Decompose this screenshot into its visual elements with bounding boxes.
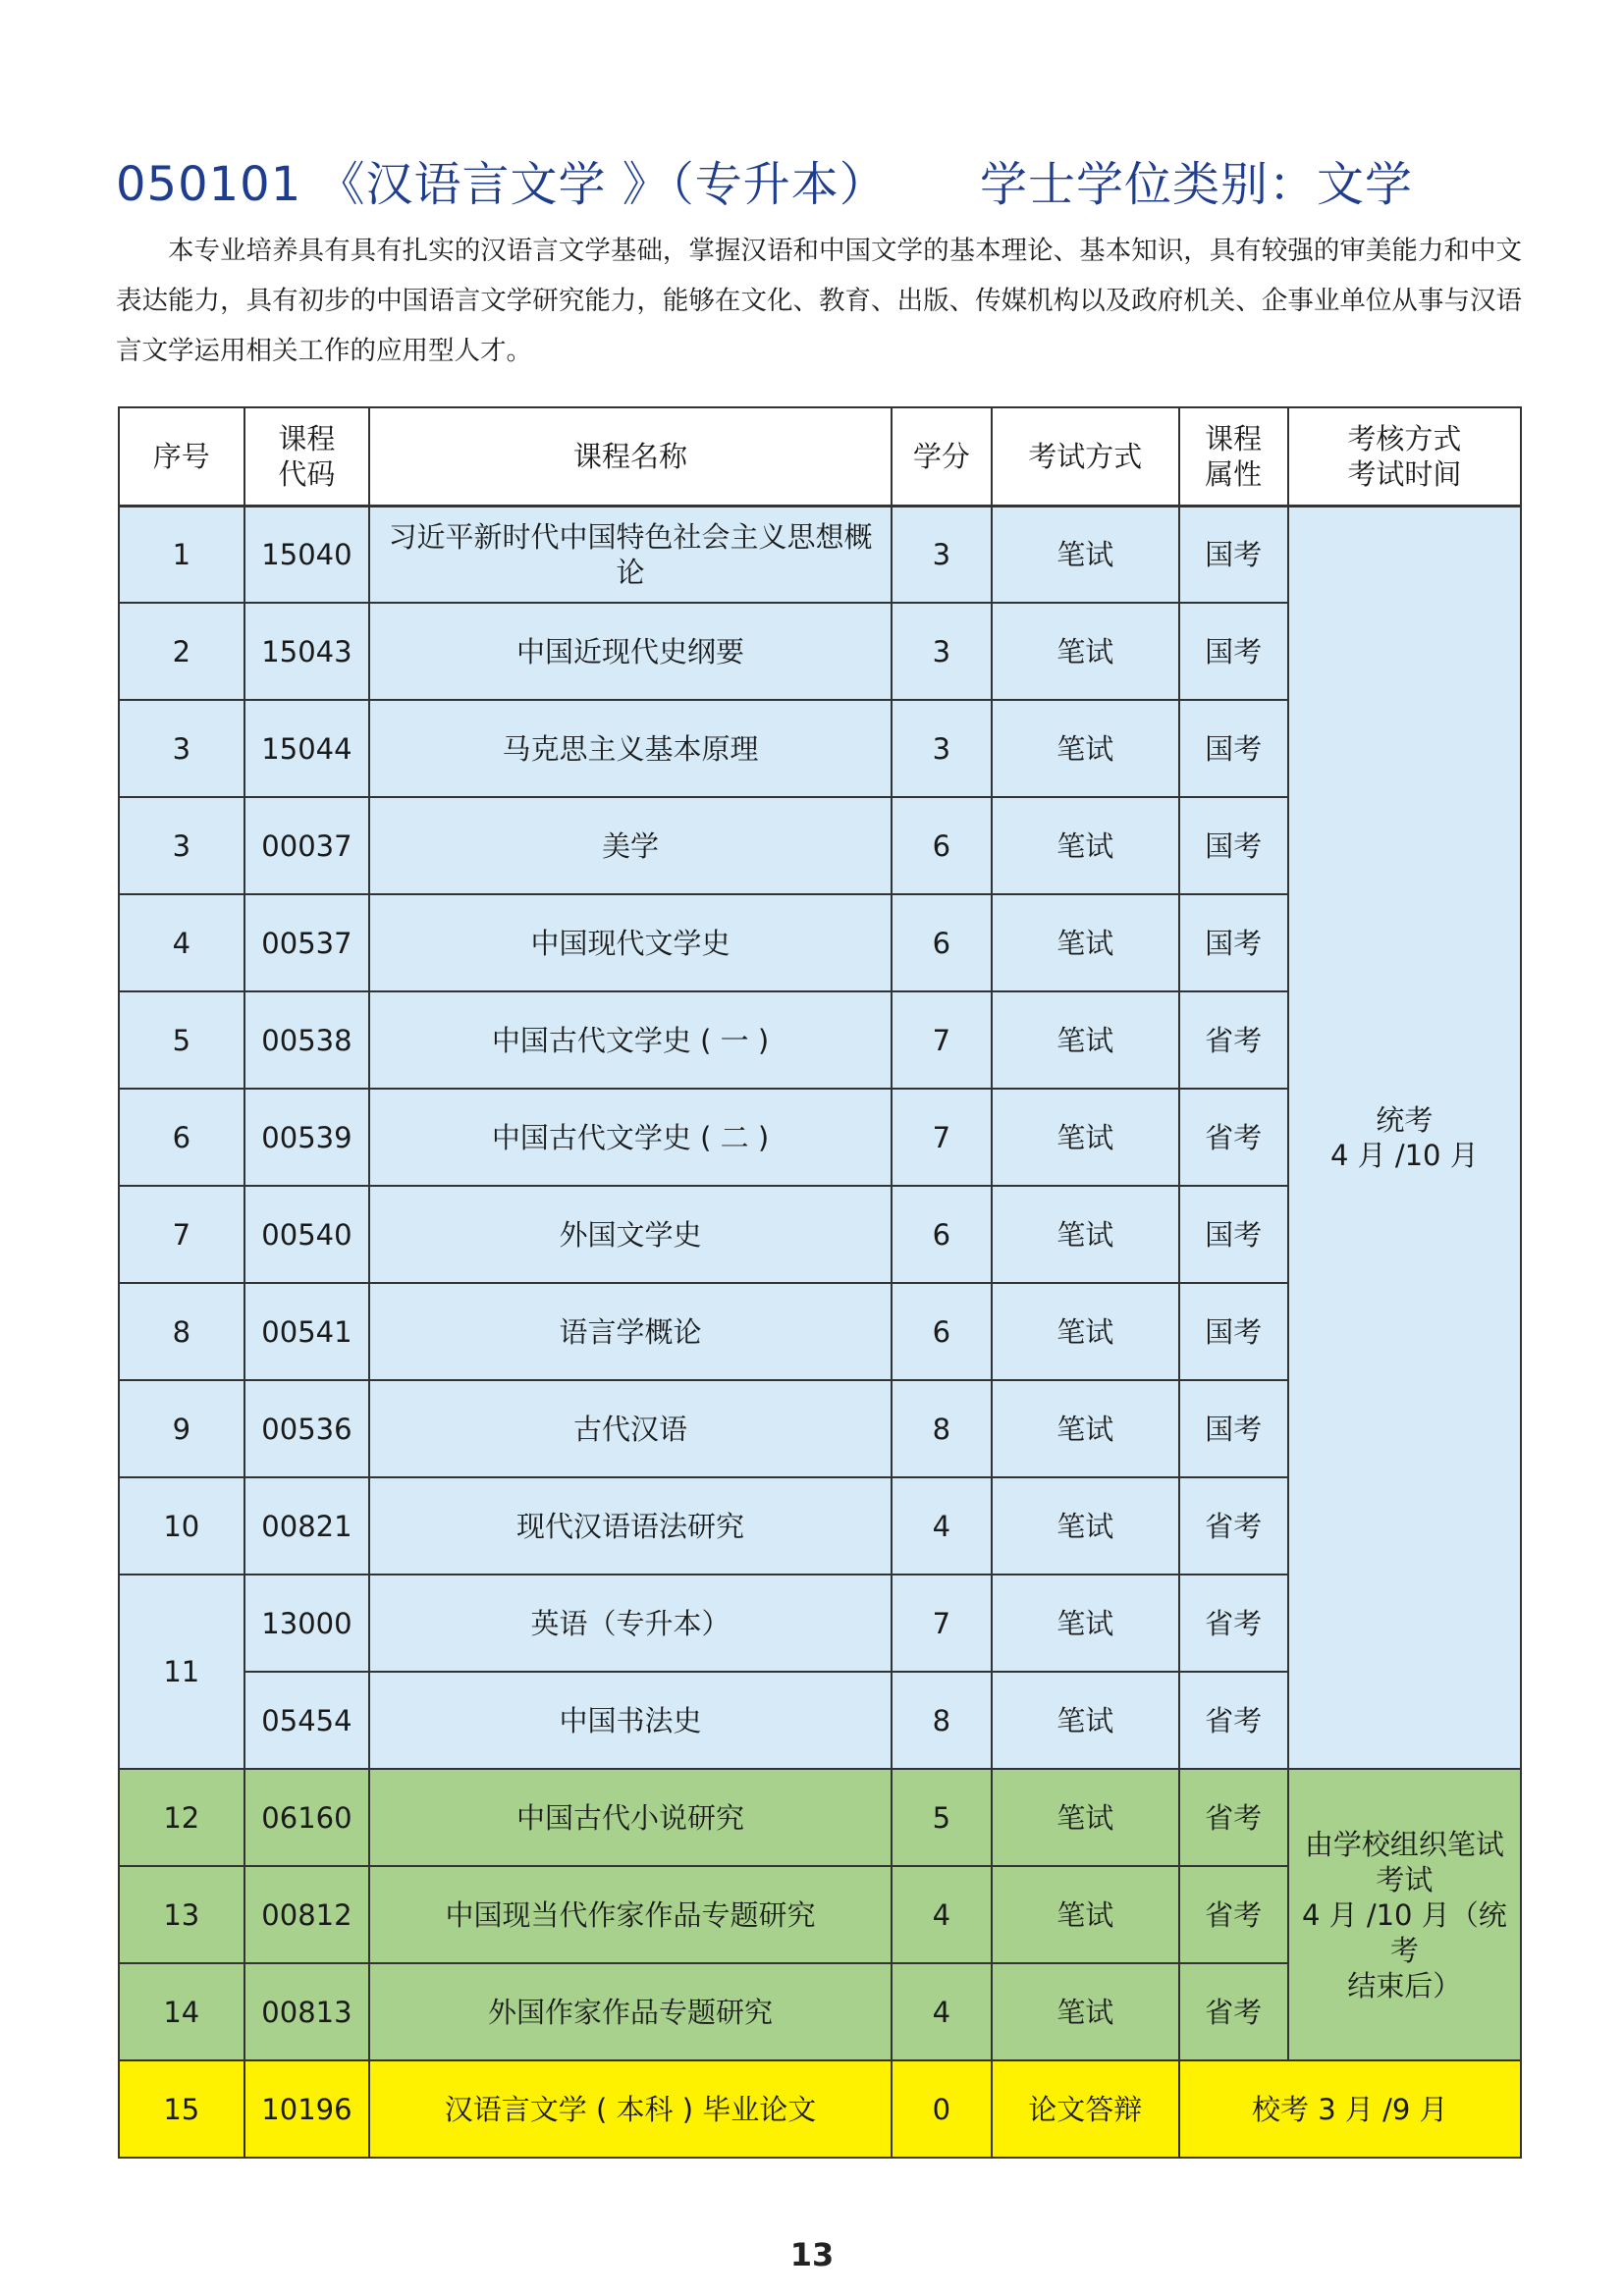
cell-attr: 省考 [1179,1963,1288,2060]
cell-code: 06160 [244,1769,370,1866]
major-introduction: 本专业培养具有具有扎实的汉语言文学基础，掌握汉语和中国文学的基本理论、基本知识，具有较强的审美能力和中文表达能力，具有初步的中国语言文学研究能力，能够在文化、教育、出版、传媒机构以及政府机关、企事业单位从事与汉语言文学运用相关工作的应用型人才。 [116,236,1522,366]
header-credit: 学分 [892,407,992,506]
cell-seq: 3 [119,797,244,894]
header-name: 课程名称 [369,407,892,506]
table-row [119,2060,1521,2158]
cell-code: 13000 [244,1575,370,1672]
table-row [119,506,1521,603]
header-assessment: 考核方式 考试时间 [1288,407,1521,506]
table-row [119,1769,1521,1866]
cell-attr: 省考 [1179,1477,1288,1575]
cell-name: 汉语言文学 ( 本科 ) 毕业论文 [369,2060,892,2158]
cell-name: 外国作家作品专题研究 [369,1963,892,2060]
cell-attr: 国考 [1179,1283,1288,1380]
header-exam-type: 考试方式 [992,407,1179,506]
cell-name: 英语（专升本） [369,1575,892,1672]
cell-exam: 笔试 [992,1283,1179,1380]
cell-code: 05454 [244,1672,370,1769]
cell-name: 语言学概论 [369,1283,892,1380]
cell-code: 00037 [244,797,370,894]
cell-code: 00536 [244,1380,370,1477]
cell-attr: 国考 [1179,1380,1288,1477]
cell-exam: 笔试 [992,506,1179,603]
cell-credit: 6 [892,797,992,894]
cell-name: 现代汉语语法研究 [369,1477,892,1575]
cell-attr: 国考 [1179,894,1288,991]
cell-credit: 0 [892,2060,992,2158]
header-seq: 序号 [119,407,244,506]
cell-exam: 笔试 [992,991,1179,1089]
cell-seq: 15 [119,2060,244,2158]
cell-code: 00540 [244,1186,370,1283]
cell-seq: 3 [119,700,244,797]
table-header-row [119,407,1521,506]
cell-assessment-unified: 统考 4 月 /10 月 [1288,506,1521,1769]
cell-credit: 6 [892,1186,992,1283]
cell-credit: 7 [892,991,992,1089]
major-code-name: 050101 《汉语言文学 》（专升本） [116,156,888,212]
cell-credit: 3 [892,700,992,797]
cell-name: 中国现代文学史 [369,894,892,991]
cell-exam: 笔试 [992,1477,1179,1575]
cell-exam: 笔试 [992,1089,1179,1186]
header-code: 课程 代码 [244,407,370,506]
cell-attr: 省考 [1179,991,1288,1089]
cell-credit: 3 [892,603,992,700]
cell-name: 中国古代小说研究 [369,1769,892,1866]
cell-credit: 5 [892,1769,992,1866]
cell-seq: 14 [119,1963,244,2060]
cell-exam: 笔试 [992,603,1179,700]
cell-attr: 国考 [1179,797,1288,894]
cell-assessment-school: 由学校组织笔试 考试 4 月 /10 月（统考 结束后） [1288,1769,1521,2060]
cell-name: 中国现当代作家作品专题研究 [369,1866,892,1963]
cell-name: 中国近现代史纲要 [369,603,892,700]
cell-attr: 省考 [1179,1575,1288,1672]
cell-code: 00821 [244,1477,370,1575]
header-attribute: 课程 属性 [1179,407,1288,506]
cell-name: 美学 [369,797,892,894]
cell-exam: 论文答辩 [992,2060,1179,2158]
course-table [118,406,1522,2159]
cell-name: 中国书法史 [369,1672,892,1769]
cell-credit: 7 [892,1575,992,1672]
cell-seq: 9 [119,1380,244,1477]
cell-name: 中国古代文学史 ( 二 ) [369,1089,892,1186]
cell-code: 00541 [244,1283,370,1380]
cell-exam: 笔试 [992,1380,1179,1477]
cell-exam: 笔试 [992,700,1179,797]
cell-code: 00812 [244,1866,370,1963]
cell-exam: 笔试 [992,1672,1179,1769]
page-title [116,145,1510,214]
cell-credit: 8 [892,1672,992,1769]
cell-attr: 省考 [1179,1769,1288,1866]
cell-seq: 13 [119,1866,244,1963]
cell-exam: 笔试 [992,1963,1179,2060]
cell-credit: 4 [892,1963,992,2060]
cell-name: 古代汉语 [369,1380,892,1477]
cell-attr: 省考 [1179,1089,1288,1186]
cell-attr: 省考 [1179,1866,1288,1963]
cell-credit: 8 [892,1380,992,1477]
cell-code: 15040 [244,506,370,603]
cell-seq: 12 [119,1769,244,1866]
cell-exam: 笔试 [992,1769,1179,1866]
degree-category: 学士学位类别：文学 [980,156,1414,212]
cell-code: 00537 [244,894,370,991]
cell-name: 习近平新时代中国特色社会主义思想概 论 [369,506,892,603]
cell-seq: 11 [119,1575,244,1769]
cell-credit: 6 [892,894,992,991]
cell-attr: 国考 [1179,700,1288,797]
cell-credit: 6 [892,1283,992,1380]
cell-exam: 笔试 [992,894,1179,991]
page-number: 13 [789,2236,835,2273]
cell-exam: 笔试 [992,1186,1179,1283]
cell-code: 10196 [244,2060,370,2158]
cell-credit: 4 [892,1477,992,1575]
cell-seq: 1 [119,506,244,603]
cell-name: 马克思主义基本原理 [369,700,892,797]
cell-seq: 10 [119,1477,244,1575]
cell-exam: 笔试 [992,1866,1179,1963]
cell-credit: 3 [892,506,992,603]
cell-seq: 2 [119,603,244,700]
cell-attr: 国考 [1179,603,1288,700]
cell-code: 00813 [244,1963,370,2060]
cell-seq: 6 [119,1089,244,1186]
cell-code: 15043 [244,603,370,700]
cell-credit: 4 [892,1866,992,1963]
cell-name: 中国古代文学史 ( 一 ) [369,991,892,1089]
cell-code: 00538 [244,991,370,1089]
cell-seq: 7 [119,1186,244,1283]
cell-attr: 国考 [1179,1186,1288,1283]
cell-assessment-thesis: 校考 3 月 /9 月 [1179,2060,1521,2158]
cell-attr: 国考 [1179,506,1288,603]
cell-attr: 省考 [1179,1672,1288,1769]
cell-code: 00539 [244,1089,370,1186]
cell-name: 外国文学史 [369,1186,892,1283]
cell-seq: 8 [119,1283,244,1380]
cell-exam: 笔试 [992,797,1179,894]
cell-seq: 5 [119,991,244,1089]
cell-exam: 笔试 [992,1575,1179,1672]
cell-seq: 4 [119,894,244,991]
cell-credit: 7 [892,1089,992,1186]
cell-code: 15044 [244,700,370,797]
